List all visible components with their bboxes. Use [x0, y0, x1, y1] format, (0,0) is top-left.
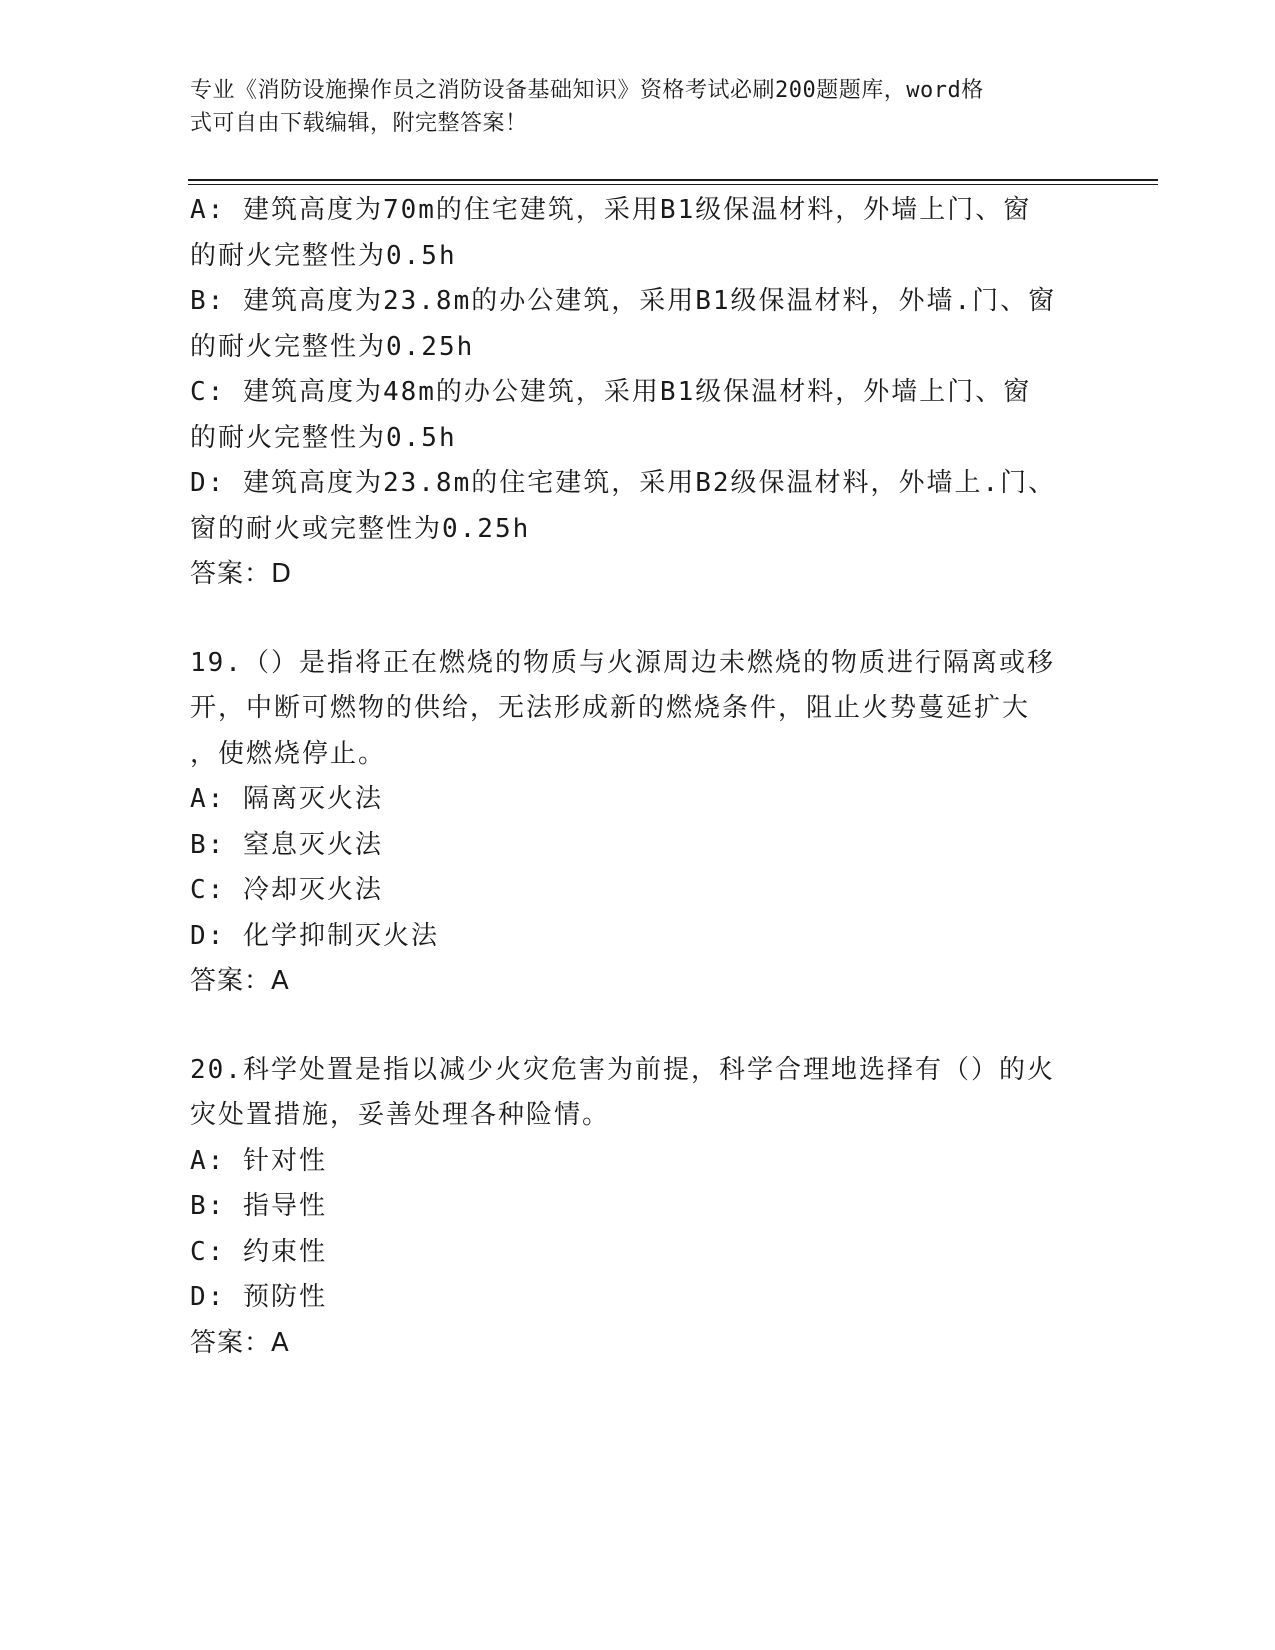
option-text-line: C: 建筑高度为48m的办公建筑，采用B1级保温材料，外墙上门、窗 — [190, 377, 1032, 407]
option-text-line: B: 建筑高度为23.8m的办公建筑，采用B1级保温材料，外墙.门、窗 — [190, 286, 1057, 316]
document-header — [190, 74, 1090, 140]
option-text-line: 的耐火完整性为0.25h — [190, 331, 475, 362]
option-a — [190, 188, 1090, 279]
question-19 — [190, 641, 1090, 1005]
option-a: A: 针对性 — [190, 1145, 327, 1176]
answer-label: 答案：A — [190, 1327, 290, 1358]
header-divider-thin — [188, 184, 1158, 185]
header-title-line-2: 式可自由下载编辑，附完整答案！ — [190, 111, 528, 136]
option-c: C: 冷却灭火法 — [190, 875, 383, 905]
option-text-line: 的耐火完整性为0.5h — [190, 422, 457, 453]
answer-label: 答案：D — [190, 559, 293, 589]
answer-label: 答案：A — [190, 966, 290, 996]
question-20 — [190, 1048, 1090, 1367]
option-text-line: D: 建筑高度为23.8m的住宅建筑，采用B2级保温材料，外墙上.门、 — [190, 468, 1057, 498]
option-text-line: 窗的耐火或完整性为0.25h — [190, 513, 531, 544]
question-content — [190, 188, 1090, 1366]
header-divider-thick — [188, 179, 1158, 181]
question-stem-line: 20.科学处置是指以减少火灾危害为前提，科学合理地选择有（）的火 — [190, 1054, 1055, 1085]
question-stem-line: 灾处置措施，妥善处理各种险情。 — [190, 1100, 611, 1130]
option-c — [190, 370, 1090, 461]
option-b: B: 窒息灭火法 — [190, 829, 383, 860]
option-c: C: 约束性 — [190, 1236, 327, 1267]
option-d: D: 预防性 — [190, 1282, 327, 1312]
question-stem-line: 19.（）是指将正在燃烧的物质与火源周边未燃烧的物质进行隔离或移 — [190, 647, 1055, 678]
option-a: A: 隔离灭火法 — [190, 784, 383, 814]
option-text-line: A: 建筑高度为70m的住宅建筑，采用B1级保温材料，外墙上门、窗 — [190, 195, 1032, 225]
question-18 — [190, 188, 1090, 598]
option-b: B: 指导性 — [190, 1191, 327, 1221]
question-stem-line: ，使燃烧停止。 — [190, 738, 387, 769]
option-b — [190, 279, 1090, 370]
option-d — [190, 461, 1090, 552]
option-d: D: 化学抑制灭火法 — [190, 920, 439, 951]
option-text-line: 的耐火完整性为0.5h — [190, 240, 457, 271]
header-title-line-1: 专业《消防设施操作员之消防设备基础知识》资格考试必刷200题题库，word格 — [190, 78, 984, 103]
question-stem-line: 开，中断可燃物的供给，无法形成新的燃烧条件，阻止火势蔓延扩大 — [190, 693, 1031, 723]
